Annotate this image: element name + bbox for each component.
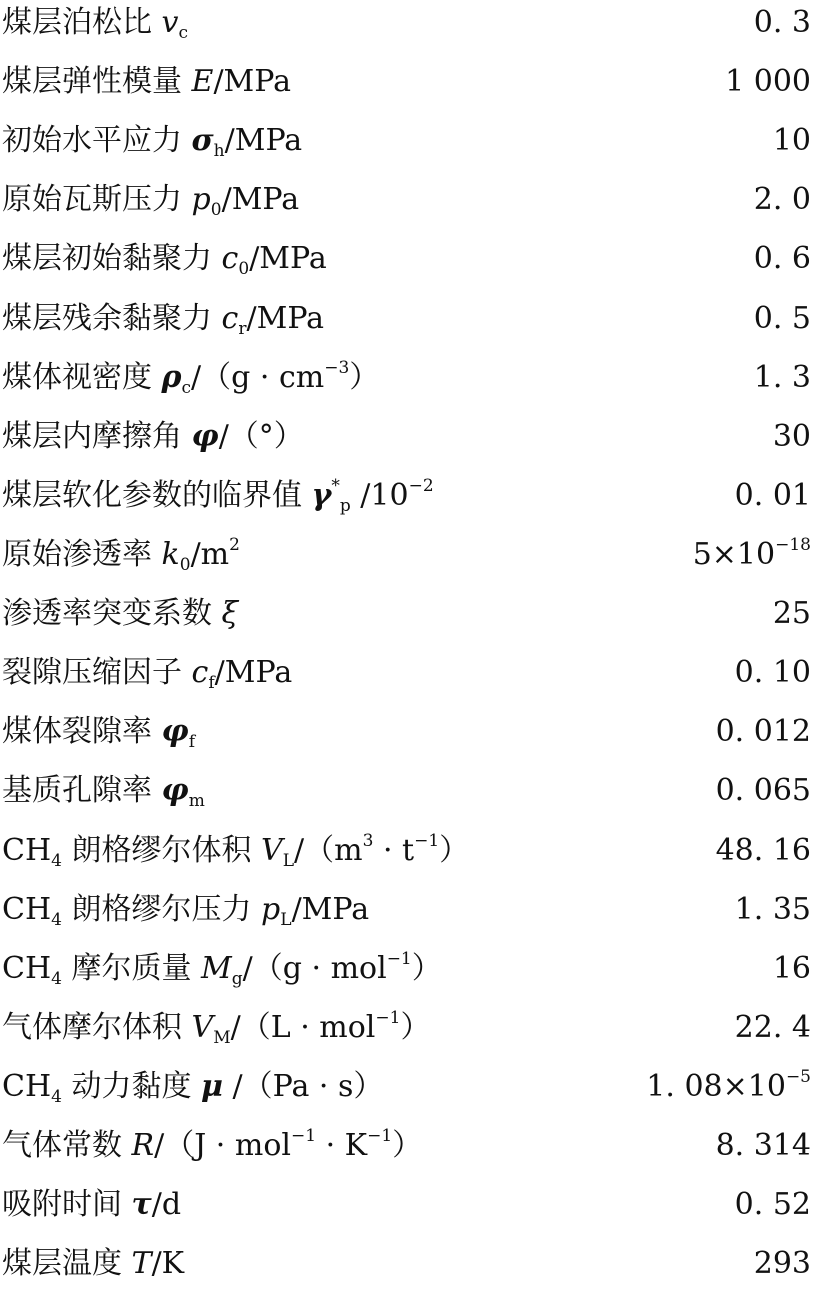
parameter-value: [754, 177, 811, 223]
parameter-name: [2, 473, 434, 519]
parameter-unit: /（L · mol: [230, 1010, 376, 1045]
parameter-symbol: [201, 951, 243, 989]
parameter-unit: /（m: [294, 833, 363, 868]
parameter-label: 煤层泊松比: [2, 5, 152, 40]
symbol-subscript: 0: [210, 200, 222, 220]
symbol-subscript: r: [238, 319, 247, 339]
table-row: [0, 768, 813, 827]
parameter-symbol: [221, 301, 247, 339]
value-number: 1 000: [725, 64, 811, 99]
parameter-unit: /（J · mol: [154, 1128, 291, 1163]
table-row: [0, 118, 813, 177]
symbol-letter: M: [201, 951, 232, 986]
symbol-subscript: g: [231, 969, 243, 989]
prefix-subscript: 4: [51, 969, 62, 989]
value-number: 8. 314: [715, 1128, 811, 1163]
prefix-formula: CH: [2, 1069, 52, 1104]
parameter-value: [773, 414, 811, 460]
symbol-subscript: L: [282, 851, 295, 871]
parameter-name: [2, 709, 195, 755]
value-number: 0. 52: [734, 1187, 811, 1222]
parameter-value: [754, 296, 811, 342]
table-row: [0, 591, 813, 650]
symbol-superscript: *: [331, 476, 340, 496]
table-row: [0, 236, 813, 295]
parameter-value: [735, 650, 811, 696]
symbol-letter: ξ: [221, 596, 239, 631]
parameter-symbol: [192, 419, 219, 454]
parameter-label: 气体摩尔体积: [2, 1010, 182, 1045]
symbol-letter: E: [191, 64, 214, 99]
symbol-letter: p: [191, 182, 211, 217]
parameter-label: 煤体裂隙率: [2, 714, 152, 749]
value-number: 1. 08×10: [646, 1069, 786, 1104]
parameter-label: 裂隙压缩因子: [2, 655, 182, 690]
parameter-name: [2, 236, 327, 282]
symbol-letter: σ: [191, 123, 214, 158]
parameter-unit: /（g · mol: [242, 951, 387, 986]
symbol-letter: φ: [161, 773, 189, 808]
parameter-unit: /d: [151, 1187, 182, 1222]
symbol-subscript: c: [181, 378, 192, 398]
value-number: 0. 01: [734, 478, 811, 513]
parameter-unit: /MPa: [214, 655, 293, 690]
symbol-letter: μ: [201, 1069, 224, 1104]
parameter-label: 煤层内摩擦角: [2, 419, 182, 454]
parameter-value: [716, 828, 811, 874]
parameter-symbol: [161, 773, 205, 811]
table-row: [0, 1005, 813, 1064]
table-row: [0, 355, 813, 414]
parameter-name: [2, 768, 205, 814]
table-row: [0, 1123, 813, 1182]
symbol-letter: T: [131, 1246, 152, 1281]
prefix-formula: CH: [2, 833, 52, 868]
value-number: 0. 065: [715, 773, 811, 808]
symbol-letter: c: [191, 655, 209, 690]
symbol-letter: c: [221, 301, 239, 336]
value-number: 22. 4: [734, 1010, 811, 1045]
parameter-value: [716, 1123, 811, 1169]
value-number: 48. 16: [715, 833, 811, 868]
parameter-symbol: [261, 833, 295, 871]
parameter-label: 煤体视密度: [2, 360, 152, 395]
table-row: [0, 473, 813, 532]
value-exponent: −5: [785, 1067, 811, 1087]
symbol-letter: k: [161, 537, 180, 572]
parameter-name: [2, 1241, 184, 1287]
symbol-letter: ρ: [161, 360, 182, 395]
symbol-letter: φ: [161, 714, 189, 749]
parameter-symbol: [192, 64, 214, 99]
parameter-unit: /m: [190, 537, 230, 572]
prefix-subscript: 4: [51, 1087, 62, 1107]
parameter-label: 煤层初始黏聚力: [2, 241, 212, 276]
parameter-name: [2, 650, 292, 696]
symbol-subscript: m: [188, 791, 205, 811]
value-number: 10: [772, 123, 811, 158]
parameter-unit-close: ）: [392, 1128, 423, 1163]
parameter-symbol: [161, 714, 195, 752]
parameter-unit: /MPa: [224, 123, 303, 158]
value-number: 0. 5: [753, 301, 811, 336]
symbol-subscript: f: [208, 673, 215, 693]
parameter-label: 摩尔质量: [71, 951, 192, 986]
parameter-unit-close: ）: [349, 360, 380, 395]
prefix-subscript: 4: [51, 851, 62, 871]
parameter-label: 原始渗透率: [2, 537, 152, 572]
parameter-symbol: [222, 596, 239, 631]
parameter-symbol: [191, 123, 225, 161]
parameter-value: [693, 532, 811, 578]
unit-exponent: 2: [229, 535, 240, 555]
parameter-unit: /MPa: [246, 301, 325, 336]
parameter-symbol: [161, 5, 189, 43]
parameter-unit-close: ）: [400, 1010, 431, 1045]
symbol-letter: τ: [131, 1187, 152, 1222]
value-exponent: −18: [775, 535, 811, 555]
value-number: 30: [772, 419, 811, 454]
unit-exponent: −1: [414, 831, 440, 851]
parameter-name: [2, 591, 238, 637]
parameter-symbol: [191, 1010, 231, 1048]
table-row: [0, 0, 813, 59]
table-row: [0, 828, 813, 887]
parameter-unit: /MPa: [249, 241, 327, 276]
prefix-formula: CH: [2, 892, 52, 927]
parameter-name: [2, 414, 304, 460]
table-row: [0, 650, 813, 709]
symbol-letter: φ: [191, 419, 219, 454]
value-number: 25: [772, 596, 811, 631]
parameter-unit: /10: [350, 478, 409, 513]
table-row: [0, 296, 813, 355]
parameter-value: [646, 1064, 811, 1110]
value-number: 0. 6: [753, 241, 811, 276]
parameter-value: [725, 59, 811, 105]
symbol-subscript: 0: [238, 259, 250, 279]
parameter-value: [735, 1182, 811, 1228]
parameter-label: 煤层软化参数的临界值: [2, 478, 302, 513]
prefix-subscript: 4: [51, 910, 62, 930]
parameter-label: 煤层温度: [2, 1246, 122, 1281]
value-number: 16: [772, 951, 811, 986]
parameter-value: [735, 473, 811, 519]
parameter-label: 渗透率突变系数: [2, 596, 212, 631]
parameter-label: 煤层弹性模量: [2, 64, 182, 99]
symbol-subscript: c: [178, 23, 189, 43]
symbol-letter: p: [261, 892, 281, 927]
table-row: [0, 414, 813, 473]
parameter-value: [754, 355, 811, 401]
parameter-name: [2, 0, 188, 46]
value-number: 0. 3: [753, 5, 811, 40]
unit-exponent: 3: [362, 831, 374, 851]
parameter-unit: /（Pa · s）: [223, 1069, 384, 1104]
parameter-symbol: [132, 1187, 152, 1222]
table-row: [0, 177, 813, 236]
unit-exponent: −3: [324, 358, 350, 378]
parameter-unit: /K: [151, 1246, 185, 1281]
parameter-symbol: [201, 1069, 223, 1104]
parameter-value: [735, 887, 811, 933]
table-row: [0, 946, 813, 1005]
value-number: 5×10: [692, 537, 776, 572]
parameter-name: [2, 532, 240, 578]
parameter-symbol: [191, 182, 222, 220]
parameter-name: [2, 946, 442, 992]
table-row: [0, 1241, 813, 1300]
parameter-symbol: [132, 1128, 155, 1163]
parameter-name: [2, 828, 469, 874]
symbol-letter: R: [131, 1128, 155, 1163]
symbol-subscript: M: [213, 1028, 231, 1048]
value-number: 0. 10: [734, 655, 811, 690]
parameter-value: [773, 591, 811, 637]
parameter-label: 动力黏度: [71, 1069, 192, 1104]
parameter-name: [2, 1005, 430, 1051]
parameter-unit: /（°）: [218, 419, 304, 454]
parameter-label: 初始水平应力: [2, 123, 182, 158]
parameter-value: [735, 1005, 811, 1051]
value-number: 293: [753, 1246, 811, 1281]
prefix-formula: CH: [2, 951, 52, 986]
value-number: 2. 0: [753, 182, 811, 217]
unit-exponent: −2: [408, 476, 434, 496]
parameter-value: [716, 709, 811, 755]
parameter-value: [754, 236, 811, 282]
unit-exponent: −1: [291, 1126, 317, 1146]
parameter-unit: /MPa: [221, 182, 300, 217]
parameter-symbol: [221, 241, 250, 279]
table-row: [0, 709, 813, 768]
parameter-unit-close: ）: [411, 951, 442, 986]
parameter-label: 朗格缪尔压力: [71, 892, 252, 927]
parameter-name: [2, 118, 302, 164]
table-row: [0, 887, 813, 946]
parameter-value: [754, 1241, 811, 1287]
table-row: [0, 59, 813, 118]
parameter-label: 原始瓦斯压力: [2, 182, 182, 217]
parameter-label: 朗格缪尔体积: [71, 833, 252, 868]
parameter-unit: /MPa: [213, 64, 292, 99]
parameter-symbol: [161, 537, 191, 575]
value-number: 1. 35: [734, 892, 811, 927]
parameter-value: [716, 768, 811, 814]
unit-exponent: −1: [386, 949, 412, 969]
parameter-value: [754, 0, 811, 46]
table-row: [0, 1182, 813, 1241]
parameter-symbol: [261, 892, 292, 930]
parameter-name: [2, 887, 369, 933]
parameter-name: [2, 59, 291, 105]
parameter-name: [2, 355, 379, 401]
parameter-name: [2, 1182, 181, 1228]
table-row: [0, 532, 813, 591]
value-number: 1. 3: [753, 360, 811, 395]
parameter-value: [773, 946, 811, 992]
parameter-symbol: [161, 360, 192, 398]
symbol-subscript: L: [280, 910, 292, 930]
symbol-letter: γ: [311, 478, 332, 513]
unit-exponent: −1: [367, 1126, 393, 1146]
parameter-unit: /MPa: [291, 892, 370, 927]
symbol-letter: v: [161, 5, 179, 40]
table-row: [0, 1064, 813, 1123]
parameter-name: [2, 1064, 383, 1110]
symbol-letter: V: [191, 1010, 214, 1045]
symbol-subscript: 0: [179, 555, 191, 575]
parameter-value: [773, 118, 811, 164]
parameter-unit-part: · K: [316, 1128, 368, 1163]
unit-exponent: −1: [375, 1008, 401, 1028]
parameter-unit-close: ）: [439, 833, 470, 868]
symbol-subscript: h: [213, 141, 225, 161]
parameter-symbol: [191, 655, 215, 693]
symbol-subscript: p: [339, 496, 351, 516]
parameter-name: [2, 177, 299, 223]
parameter-label: 气体常数: [2, 1128, 122, 1163]
parameter-unit: /（g · cm: [191, 360, 325, 395]
symbol-subscript: f: [188, 732, 195, 752]
parameter-label: 基质孔隙率: [2, 773, 152, 808]
parameter-name: [2, 296, 324, 342]
parameter-symbol: [311, 476, 351, 516]
value-number: 0. 012: [715, 714, 811, 749]
parameter-name: [2, 1123, 422, 1169]
parameter-label: 吸附时间: [2, 1187, 122, 1222]
symbol-letter: c: [221, 241, 239, 276]
symbol-letter: V: [261, 833, 283, 868]
parameter-label: 煤层残余黏聚力: [2, 301, 212, 336]
parameter-unit-part: · t: [373, 833, 415, 868]
